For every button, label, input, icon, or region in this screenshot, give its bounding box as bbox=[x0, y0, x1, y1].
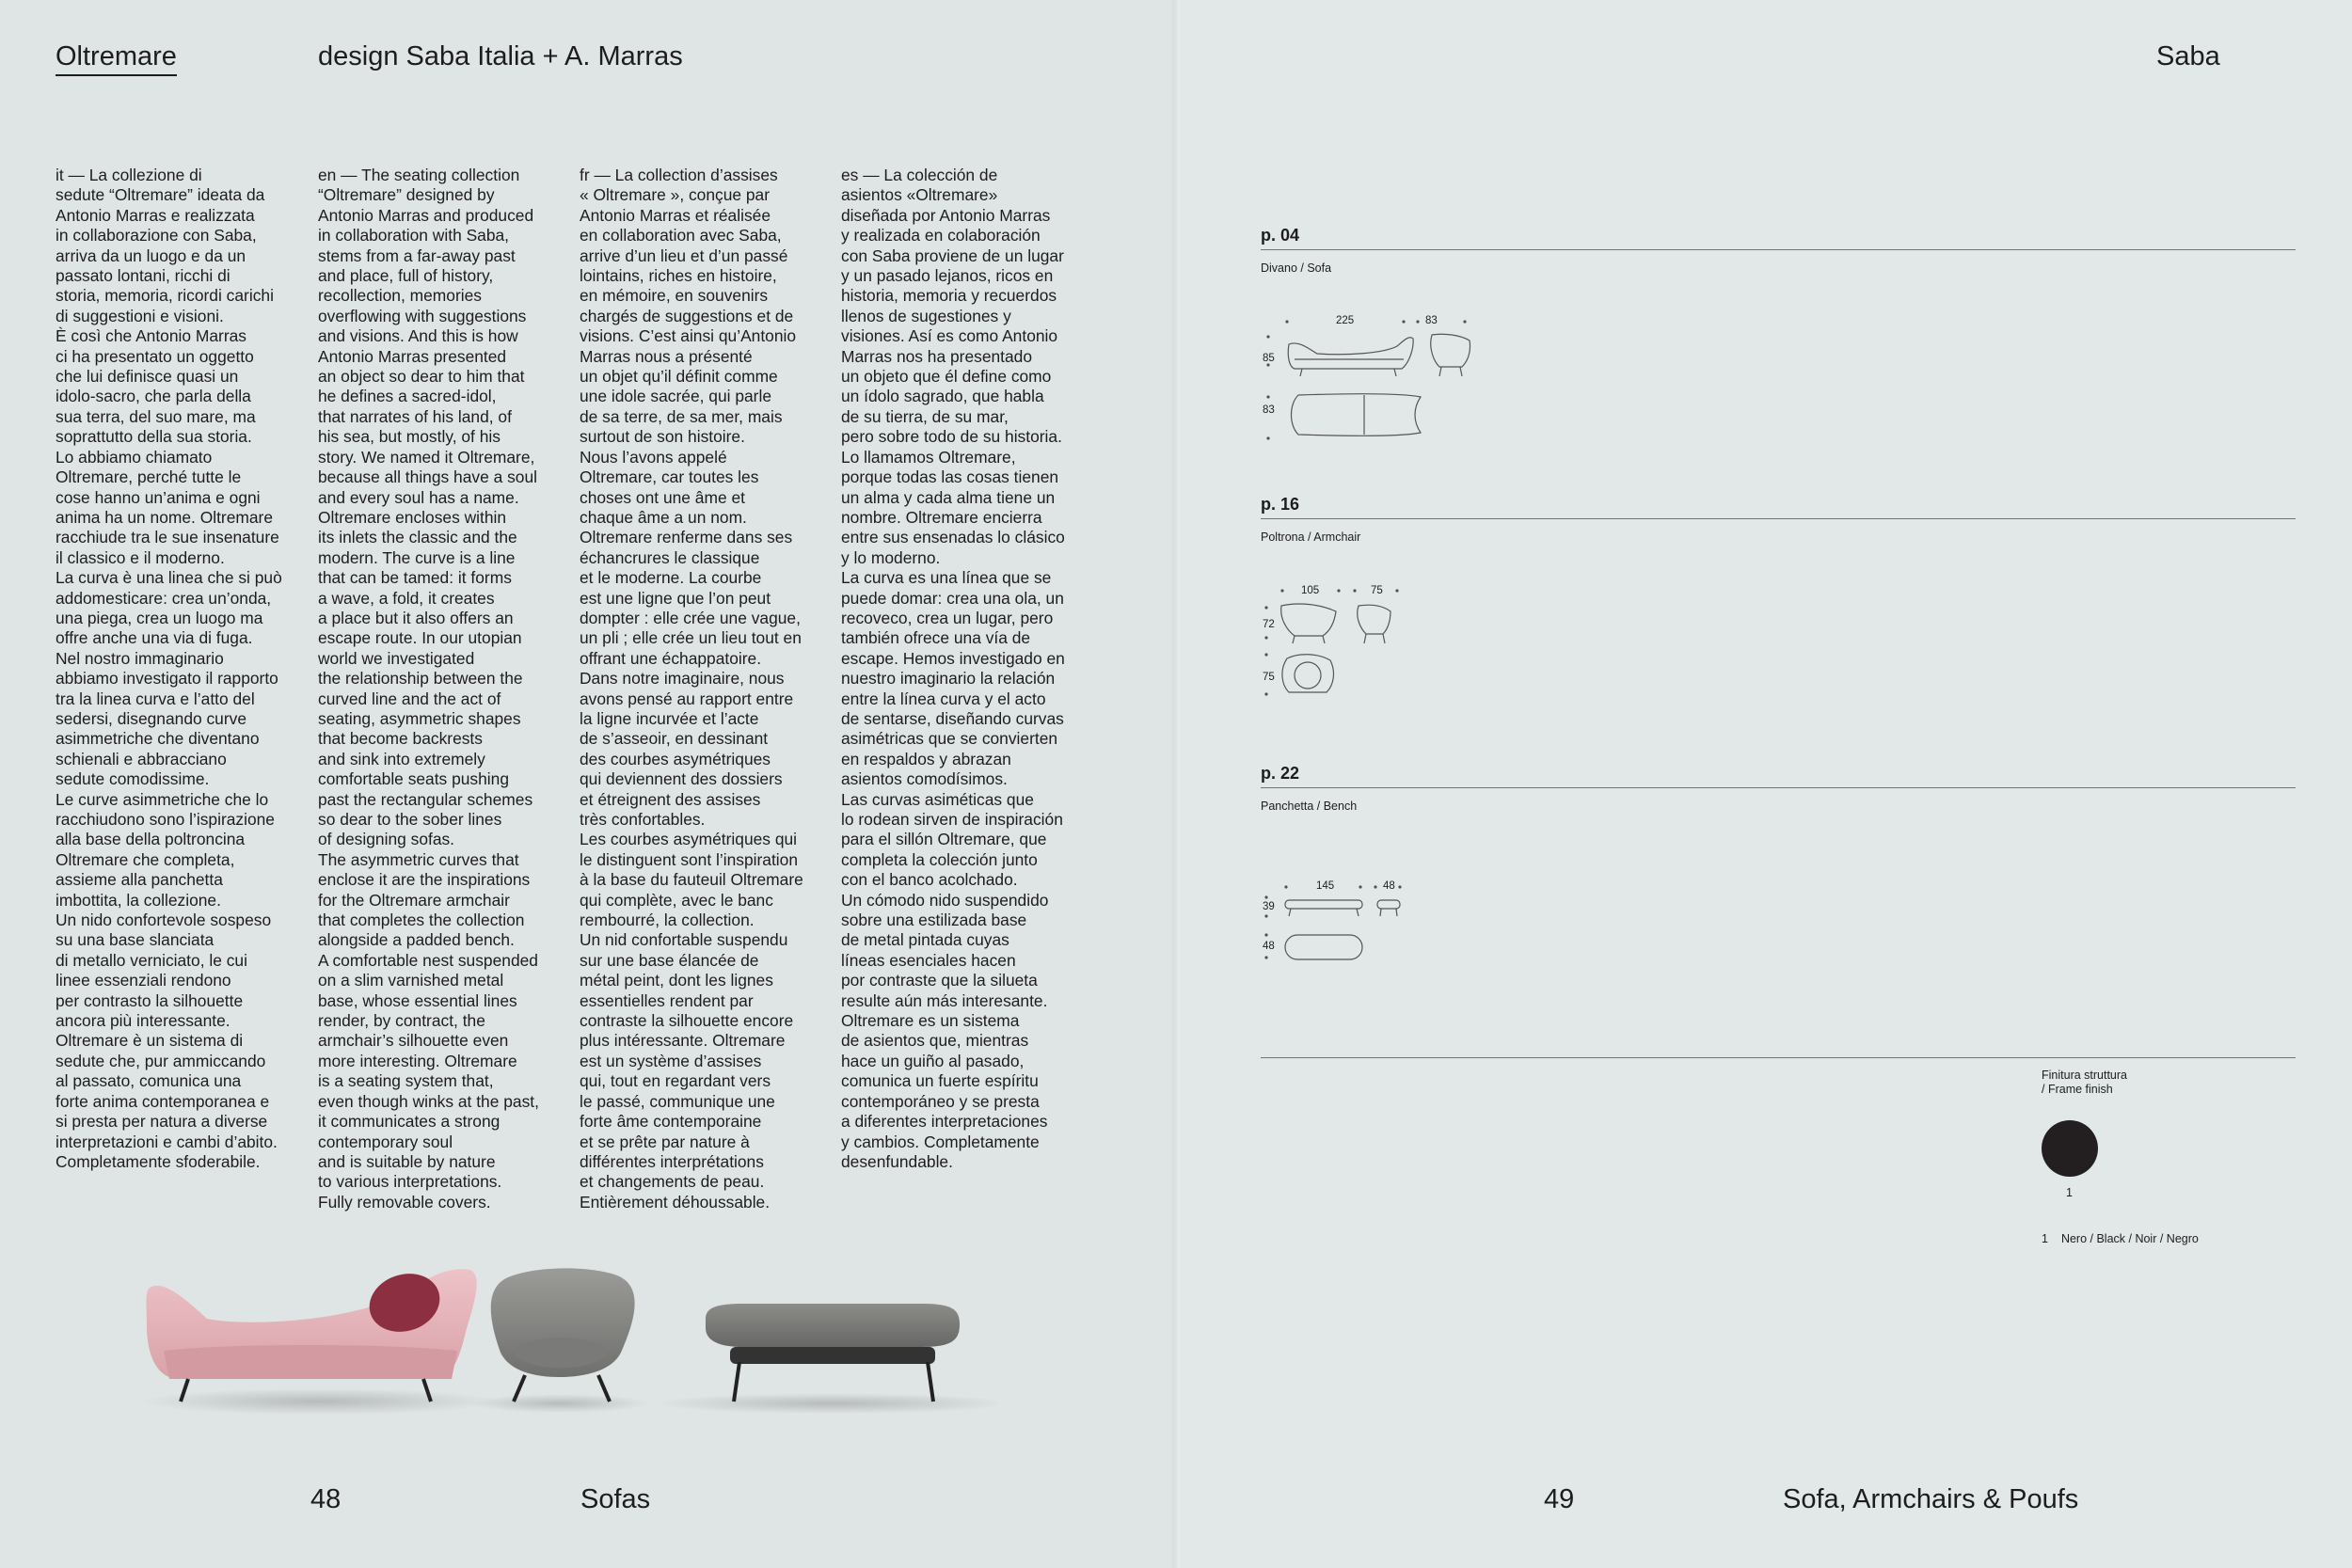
column-text: en — The seating collection “Oltremare” designed by Antonio Marras and produced in collaboration with Saba, stems from a far-away past and place, full of history, recollection, memories overflowing with suggestions and visions. And this is how Antonio Marras presented an object so dear to him that he defines a sacred-idol, that narrates of his land, of his sea, but mostly, of his story. We named it Oltremare, because all things have a soul and every soul has a name. Oltremare encloses within its inlets the classic and the modern. The curve is a line that can be tamed: it forms a wave, a fold, it creates a place but it also offers an escape route. In our utopian world we investigated the relationship between the curved line and the act of seating, asymmetric shapes that become backrests and sink into extremely comfortable seats pushing past the rectangular schemes so dear to the sober lines of designing sofas. The asymmetric curves that enclose it are the inspirations for the Oltremare armchair that completes the collection alongside a padded bench. A comfortable nest suspended on a slim varnished metal base, whose essential lines render, by contract, the armchair’s silhouette even more interesting. Oltremare is a seating system that, even though winks at the past, it communicates a strong contemporary soul and is suitable by nature to various interpretations. Fully removable covers. bbox=[318, 166, 539, 1212]
dim-depth: 48 bbox=[1383, 880, 1395, 892]
dim-width: 225 bbox=[1336, 315, 1355, 326]
armchair-outline-icon bbox=[1261, 583, 1430, 705]
section-category: Panchetta / Bench bbox=[1261, 800, 1358, 813]
page-number-left: 48 bbox=[310, 1484, 342, 1514]
bench-image bbox=[654, 1304, 997, 1414]
brand-name: Saba bbox=[2156, 41, 2220, 71]
column-text: es — La colección de asientos «Oltremare» diseñada por Antonio Marras y realizada en colaboración con Saba proviene de un lugar y un pasado lejanos, ricos en historia, memoria y recuerdos llenos de sugestiones y visiones. Así es como Antonio Marras nos ha presentado un objeto que él define como un ídolo sagrado, que habla de su tierra, de su mar, pero sobre todo de su historia. Lo llamamos Oltremare, porque todas las cosas tienen un alma y cada alma tiene un nombre. Oltremare encierra entre sus ensenadas lo clásico y lo moderno. La curva es una línea que se puede domar: crea una ola, un recoveco, crea un lugar, pero también ofrece una vía de escape. Hemos investigado en nuestro imaginario la relación entre la línea curva y el acto de sentarse, diseñando curvas asimétricas que se convierten en respaldos y abrazan asientos comodísimos. Las curvas asiméticas que lo rodean sirven de inspiración para el sillón Oltremare, que completa la colección junto con el banco acolchado. Un cómodo nido suspendido sobre una estilizada base de metal pintada cuyas líneas esenciales hacen por contraste que la silueta resulte aún más interesante. Oltremare es un sistema de asientos que, mientras hace un guiño al pasado, comunica un fuerte espíritu contemporáneo y se presta a diferentes interpretaciones y cambios. Completamente desenfundable. bbox=[841, 166, 1065, 1171]
sofa-image bbox=[141, 1265, 499, 1415]
column-text: fr — La collection d’assises « Oltremare », conçue par Antonio Marras et réalisée en collaboration avec Saba, arrive d’un lieu et d’un passé lointains, riches en histoire, en mémoire, en souvenirs chargés de suggestions et de visions. C’est ainsi qu’Antonio Marras nous a présenté un objet qu’il définit comme une idole sacrée, qui parle de sa terre, de sa mer, mais surtout de son histoire. Nous l’avons appelé Oltremare, car toutes les choses ont une âme et chaque âme a un nom. Oltremare renferme dans ses échancrures le classique et le moderne. La courbe est une ligne que l’on peut dompter : elle crée une vague, un pli ; elle crée un lieu tout en offrant une échappatoire. Dans notre imaginaire, nous avons pensé au rapport entre la ligne incurvée et l’acte de s’asseoir, en dessinant des courbes asymétriques qui deviennent des dossiers et étreignent des assises très confortables. Les courbes asymétriques qui le distinguent sont l’inspiration à la base du fauteuil Oltremare qui complète, avec le banc rembourré, la collection. Un nid confortable suspendu sur une base élancée de métal peint, dont les lignes essentielles rendent par contraste la silhouette encore plus intéressante. Oltremare est un système d’assises qui, tout en regardant vers le passé, communique une forte âme contemporaine et se prête par nature à différentes interprétations et changements de peau. Entièrement déhoussable. bbox=[580, 166, 803, 1212]
product-section-sofa bbox=[1261, 226, 2296, 275]
dim-width: 145 bbox=[1316, 880, 1335, 892]
section-title-left: Sofas bbox=[580, 1484, 651, 1514]
text-column-english bbox=[318, 166, 574, 1212]
designer-credit: design Saba Italia + A. Marras bbox=[318, 41, 683, 71]
dim-seat-depth: 75 bbox=[1263, 672, 1275, 683]
text-column-italian bbox=[56, 166, 311, 1172]
text-column-french bbox=[580, 166, 835, 1212]
frame-finish-label-en: / Frame finish bbox=[2042, 1083, 2113, 1096]
frame-finish-label bbox=[2042, 1069, 2127, 1097]
dim-depth: 75 bbox=[1371, 585, 1383, 596]
section-divider bbox=[1261, 249, 2296, 250]
bench-outline-icon bbox=[1261, 880, 1411, 965]
section-page-ref: p. 04 bbox=[1261, 226, 1300, 245]
finish-swatch-black bbox=[2042, 1120, 2098, 1177]
section-category: Divano / Sofa bbox=[1261, 261, 1332, 275]
collection-title: Oltremare bbox=[56, 41, 177, 76]
section-page-ref: p. 22 bbox=[1261, 764, 1300, 783]
finish-swatch-number: 1 bbox=[2066, 1186, 2073, 1199]
dim-height: 72 bbox=[1263, 619, 1275, 630]
column-text: it — La collezione di sedute “Oltremare” ideata da Antonio Marras e realizzata in collaborazione con Saba, arriva da un luogo e da un passato lontani, ricchi di storia, memoria, ricordi carichi di suggestioni e visioni. È così che Antonio Marras ci ha presentato un oggetto che lui definisce quasi un idolo-sacro, che parla della sua terra, del suo mare, ma soprattutto della sua storia. Lo abbiamo chiamato Oltremare, perché tutte le cose hanno un’anima e ogni anima ha un nome. Oltremare racchiude tra le sue insenature il classico e il moderno. La curva è una linea che si può addomesticare: crea un’onda, una piega, crea un luogo ma offre anche una via di fuga. Nel nostro immaginario abbiamo investigato il rapporto tra la linea curva e l’atto del sedersi, disegnando curve asimmetriche che diventano schienali e abbracciano sedute comodissime. Le curve asimmetriche che lo racchiudono sono l’ispirazione alla base della poltroncina Oltremare che completa, assieme alla panchetta imbottita, la collezione. Un nido confortevole sospeso su una base slanciata di metallo verniciato, le cui linee essenziali rendono per contrasto la silhouette ancora più interessante. Oltremare è un sistema di sedute che, pur ammiccando al passato, comunica una forte anima contemporanea e si presta per natura a diverse interpretazioni e cambi d’abito. Completamente sfoderabile. bbox=[56, 166, 282, 1171]
product-photo bbox=[141, 1260, 997, 1430]
dim-width: 105 bbox=[1301, 585, 1320, 596]
page-gutter bbox=[1170, 0, 1180, 1568]
finish-divider bbox=[1261, 1057, 2296, 1058]
dim-seat-depth: 48 bbox=[1263, 941, 1275, 952]
legend-text: Nero / Black / Noir / Negro bbox=[2060, 1232, 2199, 1245]
section-divider bbox=[1261, 518, 2296, 519]
sofa-outline-icon bbox=[1261, 310, 1505, 451]
finish-legend bbox=[2042, 1232, 2212, 1245]
frame-finish-label-it: Finitura struttura bbox=[2042, 1069, 2128, 1082]
section-title-right: Sofa, Armchairs & Poufs bbox=[1783, 1484, 2079, 1514]
page-number-right: 49 bbox=[1544, 1484, 1575, 1514]
section-page-ref: p. 16 bbox=[1261, 495, 1300, 514]
product-section-armchair bbox=[1261, 495, 2296, 544]
section-divider bbox=[1261, 787, 2296, 788]
armchair-image bbox=[470, 1268, 649, 1413]
dim-height: 85 bbox=[1263, 353, 1275, 364]
product-section-bench bbox=[1261, 764, 2296, 813]
dim-height: 39 bbox=[1263, 901, 1275, 912]
legend-number: 1 bbox=[2042, 1232, 2048, 1245]
text-column-spanish bbox=[841, 166, 1097, 1172]
dim-seat-depth: 83 bbox=[1263, 404, 1275, 416]
section-category: Poltrona / Armchair bbox=[1261, 531, 1361, 544]
dim-depth: 83 bbox=[1425, 315, 1438, 326]
